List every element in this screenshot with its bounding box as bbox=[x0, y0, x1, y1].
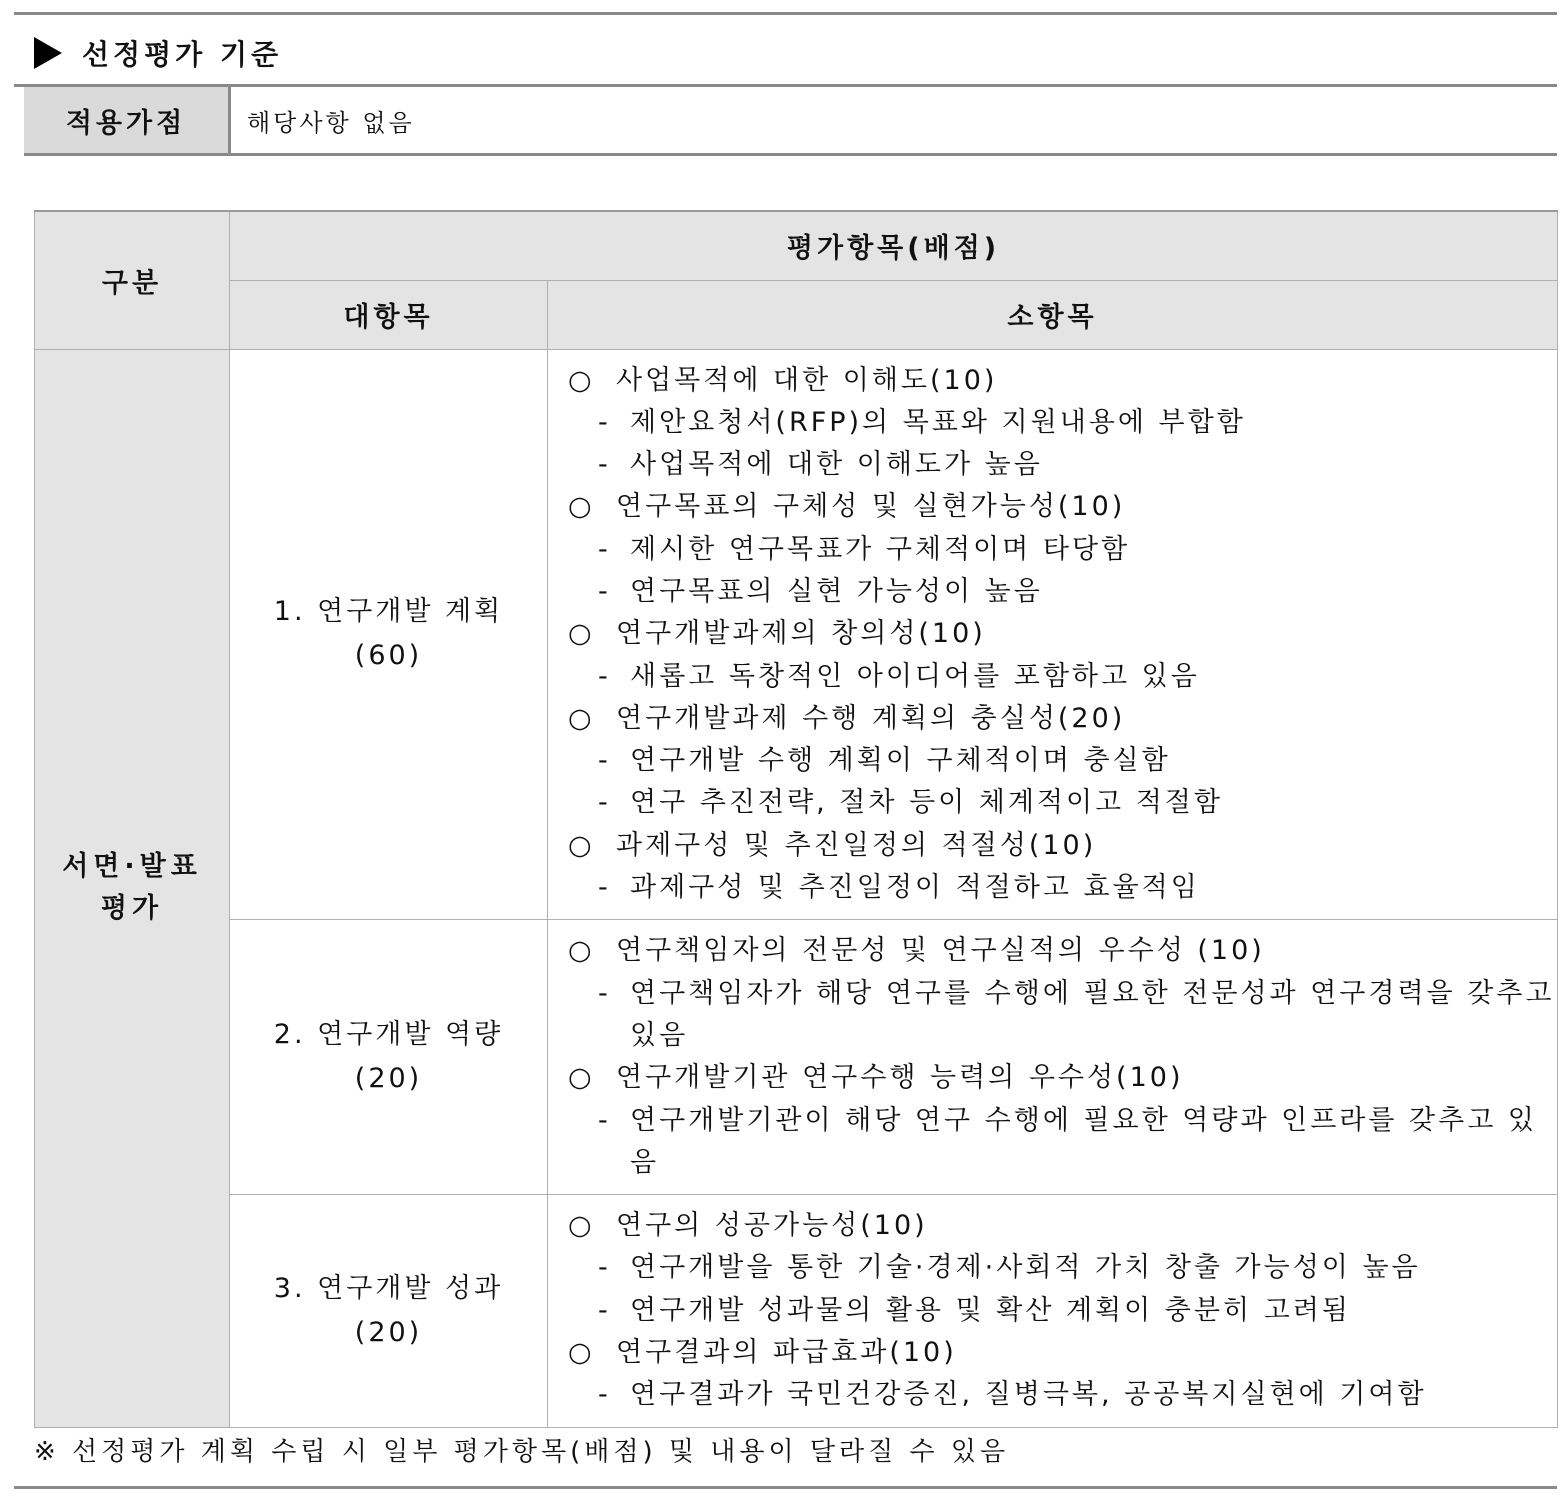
major-cell bbox=[230, 349, 548, 920]
minor-item-title: 연구목표의 구체성 및 실현가능성(10) bbox=[616, 491, 1126, 523]
bonus-value: 해당사항 없음 bbox=[247, 108, 415, 137]
dash-bullet: - bbox=[598, 745, 611, 777]
dash-bullet: - bbox=[598, 977, 611, 1009]
major-score: (20) bbox=[354, 1063, 423, 1095]
minor-sub-text: 연구목표의 실현 가능성이 높음 bbox=[630, 575, 1043, 607]
dash-bullet: - bbox=[598, 449, 611, 481]
minor-sub-text: 과제구성 및 추진일정이 적절하고 효율적임 bbox=[630, 872, 1200, 904]
bonus-row bbox=[24, 87, 1557, 156]
minor-item-title: 연구개발과제 수행 계획의 충실성(20) bbox=[616, 702, 1126, 734]
circle-bullet-icon: ○ bbox=[568, 1210, 595, 1242]
minor-sub-text: 제안요청서(RFP)의 목표와 지원내용에 부합함 bbox=[630, 406, 1246, 438]
minor-item-title: 과제구성 및 추진일정의 적절성(10) bbox=[616, 829, 1097, 861]
minor-sub-item bbox=[568, 782, 1557, 824]
minor-sub-text: 연구 추진전략, 절차 등이 체계적이고 적절함 bbox=[630, 787, 1223, 819]
dash-bullet: - bbox=[598, 787, 611, 819]
minor-item-title: 연구책임자의 전문성 및 연구실적의 우수성 (10) bbox=[616, 935, 1265, 967]
minor-item bbox=[568, 613, 1557, 655]
minor-item bbox=[568, 1332, 1557, 1374]
major-title: 3. 연구개발 성과 bbox=[273, 1272, 504, 1304]
minor-item-title: 연구결과의 파급효과(10) bbox=[616, 1337, 957, 1369]
section-title bbox=[34, 30, 282, 76]
header-minor: 소항목 bbox=[548, 280, 1558, 349]
category-cell bbox=[35, 349, 230, 1427]
dash-bullet: - bbox=[598, 406, 611, 438]
minor-sub-text: 연구개발 수행 계획이 구체적이며 충실함 bbox=[630, 745, 1171, 777]
minor-item bbox=[568, 1057, 1557, 1099]
circle-bullet-icon: ○ bbox=[568, 364, 595, 396]
minor-sub-text: 연구개발 성과물의 활용 및 확산 계획이 충분히 고려됨 bbox=[630, 1294, 1351, 1326]
major-score: (20) bbox=[354, 1316, 423, 1348]
circle-bullet-icon: ○ bbox=[568, 1337, 595, 1369]
minor-sub-item bbox=[568, 444, 1557, 486]
minor-sub-item bbox=[568, 1290, 1557, 1332]
minor-sub-item bbox=[568, 973, 1557, 1058]
minor-sub-text: 새롭고 독창적인 아이디어를 포함하고 있음 bbox=[630, 660, 1200, 692]
evaluation-table bbox=[34, 210, 1558, 1428]
bonus-label: 적용가점 bbox=[24, 87, 231, 153]
header-major: 대항목 bbox=[230, 280, 548, 349]
minor-sub-text: 제시한 연구목표가 구체적이며 타당함 bbox=[630, 533, 1131, 565]
dash-bullet: - bbox=[598, 1294, 611, 1326]
circle-bullet-icon: ○ bbox=[568, 1062, 595, 1094]
minor-item-title: 연구개발기관 연구수행 능력의 우수성(10) bbox=[616, 1062, 1184, 1094]
minor-item-title: 연구의 성공가능성(10) bbox=[616, 1210, 928, 1242]
dash-bullet: - bbox=[598, 872, 611, 904]
minor-item bbox=[568, 1205, 1557, 1247]
minor-item bbox=[568, 360, 1557, 402]
minor-sub-text: 사업목적에 대한 이해도가 높음 bbox=[630, 449, 1043, 481]
minor-sub-text: 연구결과가 국민건강증진, 질병극복, 공공복지실현에 기여함 bbox=[630, 1379, 1427, 1411]
minor-sub-item bbox=[568, 656, 1557, 698]
circle-bullet-icon: ○ bbox=[568, 702, 595, 734]
minor-item bbox=[568, 486, 1557, 528]
header-category: 구분 bbox=[35, 211, 230, 349]
minor-sub-item bbox=[568, 867, 1557, 909]
minor-sub-text: 연구개발을 통한 기술·경제·사회적 가치 창출 가능성이 높음 bbox=[630, 1252, 1421, 1284]
triangle-right-icon bbox=[34, 37, 62, 69]
major-score: (60) bbox=[354, 640, 423, 672]
dash-bullet: - bbox=[598, 575, 611, 607]
dash-bullet: - bbox=[598, 1252, 611, 1284]
minor-item bbox=[568, 825, 1557, 867]
footnote: ※ 선정평가 계획 수립 시 일부 평가항목(배점) 및 내용이 달라질 수 있음 bbox=[34, 1437, 1010, 1467]
minor-sub-item bbox=[568, 1247, 1557, 1289]
minor-cell bbox=[548, 349, 1558, 920]
minor-sub-item bbox=[568, 402, 1557, 444]
major-title: 1. 연구개발 계획 bbox=[273, 596, 504, 628]
circle-bullet-icon: ○ bbox=[568, 618, 595, 650]
minor-item bbox=[568, 930, 1557, 972]
minor-item-title: 연구개발과제의 창의성(10) bbox=[616, 618, 986, 650]
minor-sub-item bbox=[568, 1374, 1557, 1416]
circle-bullet-icon: ○ bbox=[568, 829, 595, 861]
minor-cell bbox=[548, 920, 1558, 1195]
category-line: 평가 bbox=[100, 893, 164, 925]
dash-bullet: - bbox=[598, 660, 611, 692]
major-cell bbox=[230, 920, 548, 1195]
dash-bullet: - bbox=[598, 533, 611, 565]
minor-sub-item bbox=[568, 571, 1557, 613]
minor-sub-item bbox=[568, 1100, 1557, 1185]
minor-item bbox=[568, 698, 1557, 740]
minor-cell bbox=[548, 1195, 1558, 1427]
category-line: 서면·발표 bbox=[62, 851, 202, 883]
header-eval-items: 평가항목(배점) bbox=[230, 211, 1558, 280]
major-cell bbox=[230, 1195, 548, 1427]
bottom-rule bbox=[14, 1486, 1557, 1489]
dash-bullet: - bbox=[598, 1379, 611, 1411]
minor-sub-item bbox=[568, 529, 1557, 571]
circle-bullet-icon: ○ bbox=[568, 491, 595, 523]
top-rule bbox=[14, 12, 1557, 15]
major-title: 2. 연구개발 역량 bbox=[273, 1019, 504, 1051]
minor-item-title: 사업목적에 대한 이해도(10) bbox=[616, 364, 998, 396]
minor-sub-item bbox=[568, 740, 1557, 782]
minor-sub-text: 연구책임자가 해당 연구를 수행에 필요한 전문성과 연구경력을 갖추고 있음 bbox=[630, 977, 1555, 1051]
minor-sub-text: 연구개발기관이 해당 연구 수행에 필요한 역량과 인프라를 갖추고 있음 bbox=[630, 1104, 1537, 1178]
circle-bullet-icon: ○ bbox=[568, 935, 595, 967]
section-title-text: 선정평가 기준 bbox=[82, 38, 283, 71]
dash-bullet: - bbox=[598, 1104, 611, 1136]
